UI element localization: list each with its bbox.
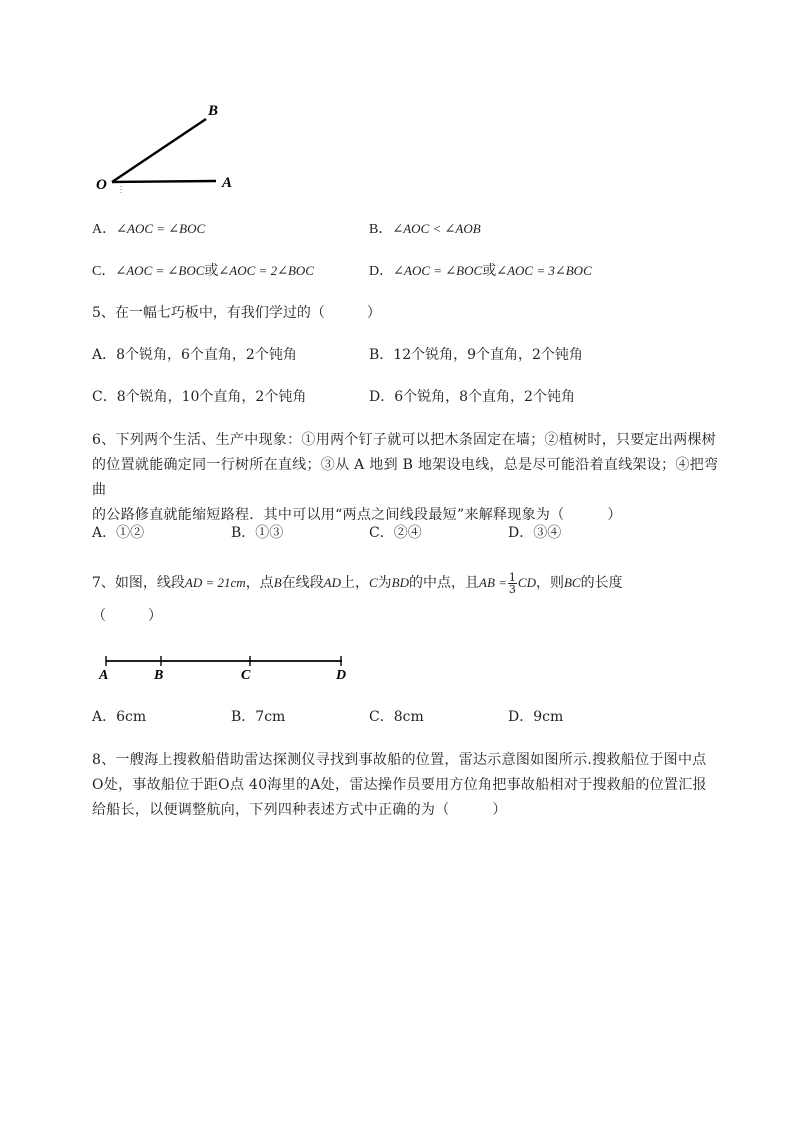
ray-OA <box>112 181 216 182</box>
label-A: A <box>99 668 109 683</box>
q4-option-c[interactable] <box>92 261 314 282</box>
q7-math: AB = <box>479 575 507 590</box>
angle-figure <box>90 95 250 195</box>
q7-text: 在线段 <box>281 575 324 591</box>
q6-option-b[interactable]: B．①③ <box>231 525 284 541</box>
q7-option-a[interactable]: A．6cm <box>92 709 147 725</box>
q7-option-c[interactable]: C．8cm <box>369 709 424 725</box>
q5-option-d[interactable]: D．6个锐角，8个直角，2个钝角 <box>369 389 575 405</box>
option-letter: B． <box>369 222 393 237</box>
label-B: B <box>154 668 164 683</box>
q7-math: AD <box>323 575 341 590</box>
label-O: O <box>96 177 107 193</box>
q7-text: ，则 <box>535 575 564 591</box>
option-letter: D． <box>369 264 394 279</box>
q7-math: AD = 21cm <box>184 575 246 590</box>
fraction-denominator: 3 <box>508 582 516 596</box>
q5-stem: 5、在一幅七巧板中，有我们学过的（ ） <box>92 305 381 321</box>
q8-line-1: 8、一艘海上搜救船借助雷达探测仪寻找到事故船的位置，雷达示意图如图所示.搜救船位于图中点 <box>92 752 707 768</box>
q7-text: 的中点，且 <box>409 575 479 591</box>
q7-math: BC <box>563 575 581 590</box>
q6-option-d[interactable]: D．③④ <box>508 525 562 541</box>
fraction-numerator: 1 <box>508 570 516 584</box>
option-letter: C． <box>92 264 116 279</box>
q4-option-d[interactable] <box>369 261 592 282</box>
q5-option-a[interactable]: A．8个锐角，6个直角，2个钝角 <box>92 347 297 363</box>
option-or: 或 <box>204 263 219 279</box>
q7-math: B <box>273 575 282 590</box>
segment-figure <box>95 650 360 686</box>
q7-answer-blank: （ ） <box>92 608 162 624</box>
q7-text: 为 <box>377 575 392 591</box>
q6-stem <box>92 428 732 528</box>
q6-option-a[interactable]: A．①② <box>92 525 145 541</box>
q8-stem <box>92 748 732 823</box>
ray-OB <box>112 119 206 182</box>
label-C: C <box>241 668 251 683</box>
q4-option-a[interactable] <box>92 219 205 240</box>
option-math: ∠AOC = ∠BOC <box>393 263 483 278</box>
label-B: B <box>208 103 219 119</box>
q7-option-d[interactable]: D．9cm <box>508 709 564 725</box>
label-D: D <box>336 668 347 683</box>
q7-option-b[interactable]: B．7cm <box>231 709 286 725</box>
option-math-2: ∠AOC = 3∠BOC <box>496 263 592 278</box>
q6-option-c[interactable]: C．②④ <box>369 525 422 541</box>
q7-math: C <box>368 575 378 590</box>
q6-line-3: 的公路修直就能缩短路程．其中可以用“两点之间线段最短”来解释现象为（ ） <box>92 507 622 523</box>
q7-math: BD <box>391 575 409 590</box>
q5-option-b[interactable]: B．12个锐角，9个直角，2个钝角 <box>369 347 583 363</box>
q6-line-2: 的位置就能确定同一行树所在直线；③从 A 地到 B 地架设电线，总是尽可能沿着直线架设；④把弯曲 <box>92 457 719 498</box>
option-letter: A． <box>92 222 117 237</box>
q8-line-2: O处，事故船位于距O点 40海里的A处，雷达操作员要用方位角把事故船相对于搜救船的位置汇报 <box>92 777 707 793</box>
fraction <box>508 572 517 595</box>
q7-text: 上， <box>340 575 369 591</box>
option-or: 或 <box>482 263 497 279</box>
q4-option-b[interactable] <box>369 219 481 240</box>
q7-stem <box>92 566 623 600</box>
q6-line-1: 6、下列两个生活、生产中现象：①用两个钉子就可以把木条固定在墙；②植树时，只要定出两棵树 <box>92 432 717 448</box>
q7-text: ，点 <box>245 575 274 591</box>
option-math: ∠AOC = ∠BOC <box>116 221 206 236</box>
option-math: ∠AOC < ∠AOB <box>392 221 481 236</box>
option-math: ∠AOC = ∠BOC <box>115 263 205 278</box>
q7-math: CD <box>517 575 536 590</box>
q7-text: 7、如图，线段 <box>92 575 185 591</box>
option-math-2: ∠AOC = 2∠BOC <box>218 263 314 278</box>
label-A: A <box>222 175 233 191</box>
q7-text: 的长度 <box>580 575 623 591</box>
q5-option-c[interactable]: C．8个锐角，10个直角，2个钝角 <box>92 389 307 405</box>
q8-line-3: 给船长，以便调整航向，下列四种表述方式中正确的为（ ） <box>92 802 507 818</box>
